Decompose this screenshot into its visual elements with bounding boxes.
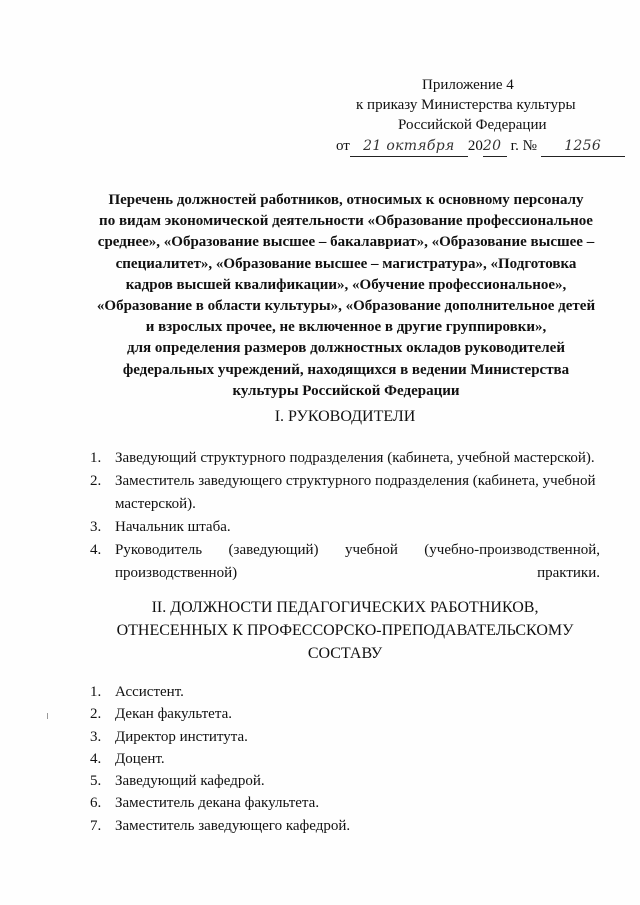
document-title [86, 190, 606, 402]
list-item [90, 681, 600, 703]
list-item [90, 539, 600, 585]
section-heading-line: ОТНЕСЕННЫХ К ПРОФЕССОРСКО-ПРЕПОДАВАТЕЛЬСКОМУ [116, 622, 574, 639]
title-line: среднее», «Образование высшее – бакалавриат», «Образование высшее – [97, 234, 595, 251]
list-item [90, 516, 600, 539]
annex-federation: Российской Федерации [398, 117, 547, 133]
list-item [90, 447, 600, 470]
list-item-text: Доцент. [115, 750, 165, 767]
list-item-number: 2. [90, 706, 102, 723]
managers-list [90, 447, 600, 585]
year-suffix: г. № [510, 138, 537, 154]
list-item-text: Декан факультета. [115, 706, 232, 723]
list-item-text: Директор института. [115, 728, 248, 745]
list-item [90, 726, 600, 748]
teaching-staff-list [90, 681, 600, 837]
list-item-number: 4. [90, 750, 102, 767]
list-item [90, 703, 600, 725]
list-item-number: 2. [90, 473, 102, 489]
title-line: специалитет», «Образование высшее – магистратура», «Подготовка [115, 255, 577, 272]
list-item-text: Начальник штаба. [115, 519, 231, 535]
list-item [90, 470, 600, 516]
year-prefix: 20 [467, 138, 483, 154]
section-heading-text: I. РУКОВОДИТЕЛИ [274, 408, 416, 425]
list-item [90, 770, 600, 792]
list-item-number: 3. [90, 519, 102, 535]
list-item-text: Руководитель (заведующий) учебной (учебно-производственной, производственной) практики. [115, 542, 600, 581]
list-item-text: Заведующий структурного подразделения (кабинета, учебной мастерской). [115, 450, 595, 466]
section-heading-managers [80, 405, 610, 428]
handwritten-date: 21 октября [350, 139, 468, 157]
title-line: кадров высшей квалификации», «Обучение профессиональное», [125, 276, 567, 293]
annex-header [336, 75, 626, 157]
list-item-text: Заместитель декана факультета. [115, 795, 320, 812]
section-heading-line: СОСТАВУ [307, 645, 383, 662]
annex-date-line [336, 136, 626, 157]
list-item [90, 815, 600, 837]
handwritten-order-number: 1256 [541, 139, 625, 157]
list-item-text: Ассистент. [115, 684, 184, 700]
title-line: «Образование в области культуры», «Образование дополнительное детей [96, 298, 596, 315]
title-line: Перечень должностей работников, относимых к основному персоналу [108, 192, 584, 208]
title-line: культуры Российской Федерации [232, 382, 460, 399]
title-line: по видам экономической деятельности «Образование профессиональное [99, 213, 593, 230]
list-item-number: 3. [90, 728, 102, 745]
annex-number: Приложение 4 [422, 77, 514, 93]
title-line: федеральных учреждений, находящихся в ведении Министерства [122, 361, 570, 378]
list-item-text: Заведующий кафедрой. [115, 773, 265, 790]
list-item-number: 4. [90, 542, 102, 558]
list-item-number: 6. [90, 795, 102, 812]
section-heading-teaching-staff [80, 596, 610, 665]
title-line: для определения размеров должностных окладов руководителей [127, 340, 565, 357]
list-item [90, 748, 600, 770]
list-item-number: 5. [90, 773, 102, 790]
margin-mark [47, 713, 48, 719]
handwritten-year: 20 [483, 139, 507, 157]
list-item [90, 792, 600, 814]
section-heading-line: II. ДОЛЖНОСТИ ПЕДАГОГИЧЕСКИХ РАБОТНИКОВ, [151, 599, 539, 616]
annex-order-ref: к приказу Министерства культуры [356, 97, 576, 113]
list-item-text: Заместитель заведующего структурного подразделения (кабинета, учебной мастерской). [115, 473, 596, 512]
list-item-text: Заместитель заведующего кафедрой. [115, 817, 351, 834]
list-item-number: 7. [90, 817, 102, 834]
list-item-number: 1. [90, 450, 102, 466]
date-prefix: от [336, 138, 350, 154]
list-item-number: 1. [90, 684, 102, 700]
title-line: и взрослых прочее, не включенное в другие группировки», [145, 319, 547, 336]
